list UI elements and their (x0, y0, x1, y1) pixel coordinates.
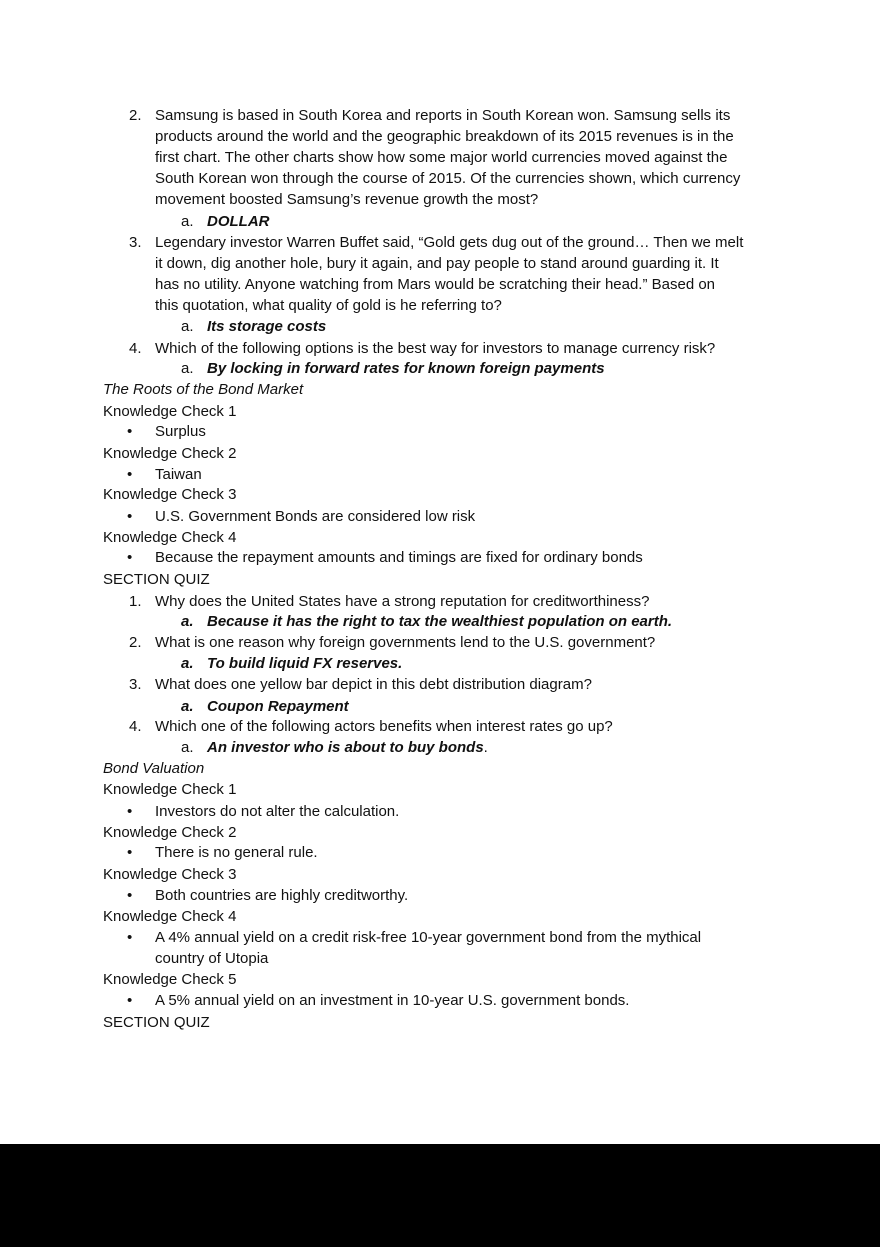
bullet-icon: • (127, 803, 133, 820)
knowledge-check-label: Knowledge Check 3 (103, 866, 237, 883)
section-quiz-title: SECTION QUIZ (103, 1014, 210, 1031)
quiz-answer: Coupon Repayment (207, 698, 349, 715)
answer-marker: a. (181, 360, 194, 377)
question-text-line: has no utility. Anyone watching from Mars would be scratching their head.” Based on (155, 276, 716, 293)
question-text-line: Legendary investor Warren Buffet said, “Gold gets dug out of the ground… Then we melt (155, 234, 744, 251)
question-text-line: products around the world and the geographic breakdown of its 2015 revenues is in the (155, 128, 734, 145)
knowledge-check-label: Knowledge Check 2 (103, 445, 237, 462)
knowledge-check-answer: A 5% annual yield on an investment in 10-year U.S. government bonds. (155, 992, 630, 1009)
bullet-icon: • (127, 844, 133, 861)
answer-text: DOLLAR (207, 213, 270, 230)
quiz-number: 4. (129, 718, 142, 735)
quiz-question: What does one yellow bar depict in this debt distribution diagram? (155, 676, 592, 693)
knowledge-check-label: Knowledge Check 1 (103, 403, 237, 420)
answer-marker: a. (181, 698, 194, 715)
knowledge-check-answer: A 4% annual yield on a credit risk-free 10-year government bond from the mythical (155, 929, 702, 946)
question-number: 3. (129, 234, 142, 251)
answer-marker: a. (181, 655, 194, 672)
bullet-icon: • (127, 508, 133, 525)
bullet-icon: • (127, 549, 133, 566)
answer-text: By locking in forward rates for known foreign payments (207, 360, 605, 377)
quiz-question: What is one reason why foreign governments lend to the U.S. government? (155, 634, 656, 651)
answer-marker: a. (181, 613, 194, 630)
knowledge-check-answer: Investors do not alter the calculation. (155, 803, 400, 820)
knowledge-check-label: Knowledge Check 5 (103, 971, 237, 988)
quiz-answer: Because it has the right to tax the wealthiest population on earth. (207, 613, 673, 630)
quiz-question: Why does the United States have a strong reputation for creditworthiness? (155, 593, 650, 610)
question-number: 4. (129, 340, 142, 357)
question-text-line: movement boosted Samsung’s revenue growth the most? (155, 191, 539, 208)
knowledge-check-label: Knowledge Check 1 (103, 781, 237, 798)
section-title: Bond Valuation (103, 760, 205, 777)
answer-marker: a. (181, 318, 194, 335)
quiz-answer-suffix: . (483, 739, 488, 756)
answer-marker: a. (181, 213, 194, 230)
question-text-line: this quotation, what quality of gold is he referring to? (155, 297, 502, 314)
quiz-answer (207, 737, 488, 758)
bullet-icon: • (127, 929, 133, 946)
question-text-line: South Korean won through the course of 2015. Of the currencies shown, which currency (155, 170, 741, 187)
knowledge-check-label: Knowledge Check 4 (103, 908, 237, 925)
quiz-number: 2. (129, 634, 142, 651)
knowledge-check-label: Knowledge Check 3 (103, 486, 237, 503)
question-text-line: Samsung is based in South Korea and reports in South Korean won. Samsung sells its (155, 107, 731, 124)
answer-text: Its storage costs (207, 318, 327, 335)
bullet-icon: • (127, 887, 133, 904)
quiz-answer-text: An investor who is about to buy bonds (207, 739, 484, 756)
bullet-icon: • (127, 992, 133, 1009)
bullet-icon: • (127, 423, 133, 440)
quiz-question: Which one of the following actors benefits when interest rates go up? (155, 718, 613, 735)
question-text-line: it down, dig another hole, bury it again, and pay people to stand around guarding it. It (155, 255, 719, 272)
quiz-number: 1. (129, 593, 142, 610)
quiz-number: 3. (129, 676, 142, 693)
knowledge-check-answer: Taiwan (155, 466, 202, 483)
question-text: Which of the following options is the best way for investors to manage currency risk? (155, 340, 716, 357)
quiz-answer: To build liquid FX reserves. (207, 655, 403, 672)
knowledge-check-answer: Both countries are highly creditworthy. (155, 887, 409, 904)
section-title: The Roots of the Bond Market (103, 381, 304, 398)
knowledge-check-label: Knowledge Check 2 (103, 824, 237, 841)
answer-marker: a. (181, 739, 194, 756)
section-quiz-title: SECTION QUIZ (103, 571, 210, 588)
knowledge-check-answer: Because the repayment amounts and timings are fixed for ordinary bonds (155, 549, 643, 566)
knowledge-check-answer: Surplus (155, 423, 206, 440)
knowledge-check-answer-cont: country of Utopia (155, 950, 269, 967)
question-text-line: first chart. The other charts show how some major world currencies moved against the (155, 149, 728, 166)
question-number: 2. (129, 107, 142, 124)
black-footer-band (0, 1144, 880, 1247)
knowledge-check-answer: U.S. Government Bonds are considered low risk (155, 508, 476, 525)
knowledge-check-label: Knowledge Check 4 (103, 529, 237, 546)
bullet-icon: • (127, 466, 133, 483)
knowledge-check-answer: There is no general rule. (155, 844, 318, 861)
